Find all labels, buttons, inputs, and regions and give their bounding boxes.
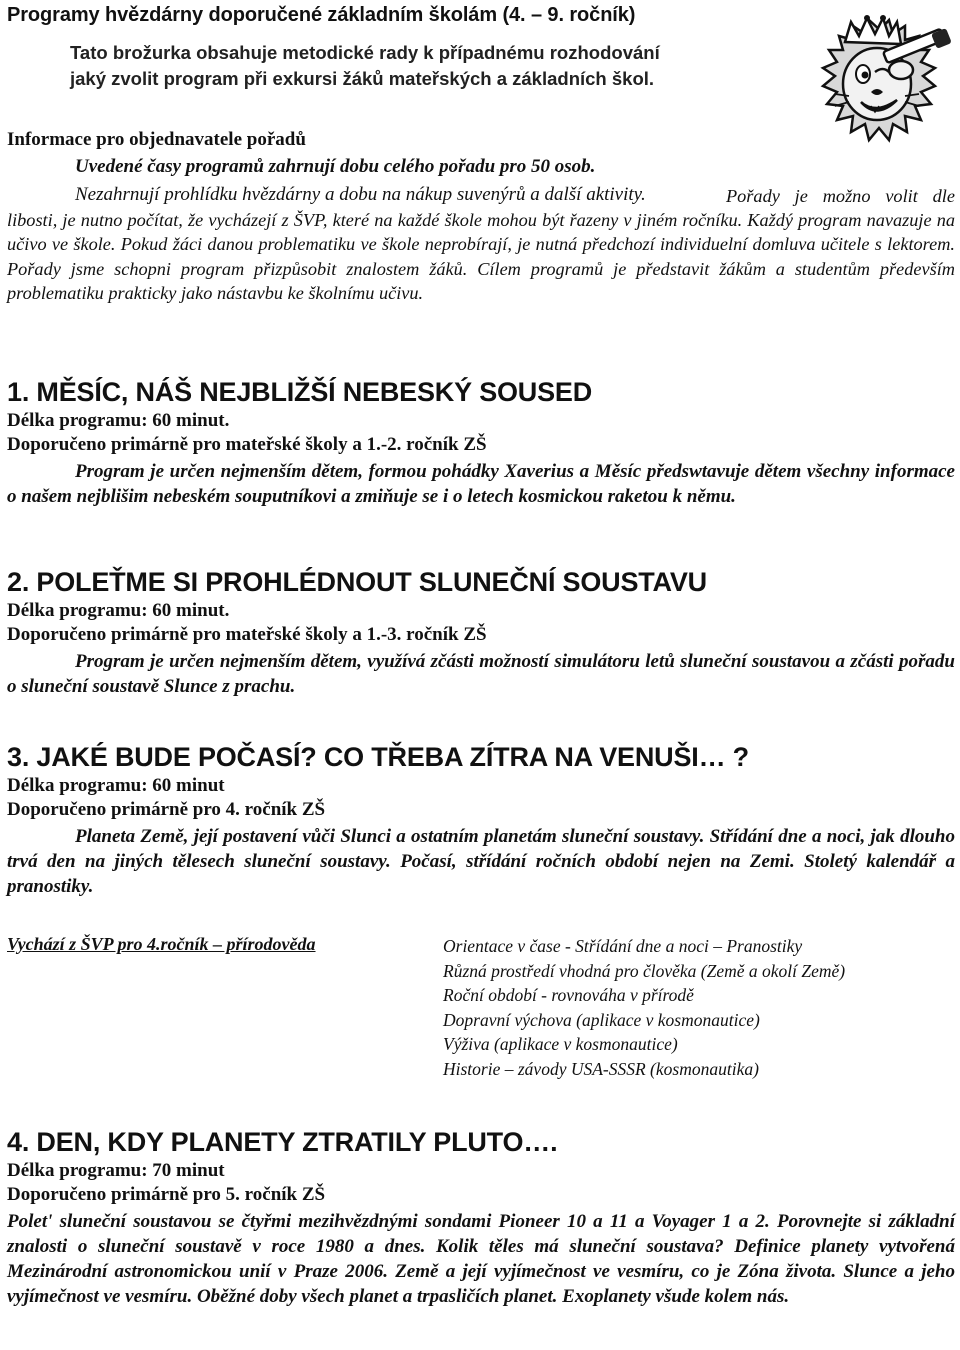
program-section-3 [7,740,955,899]
program-description [7,824,955,899]
page-title: Programy hvězdárny doporučené základním školám (4. – 9. ročník) [7,4,636,26]
program-description: Polet' sluneční soustavou se čtyřmi mezihvězdnými sondami Pioneer 10 a 11 a Voyager 1 a 2. Porovnejte si základní znalosti o sluneční soustavě v roce 1980 a dnes. Kolik těles má sluneční soustava? Definice planety vytvořená Mezinárodní astronomickou unií v Praze 2006. Země a její vyjímečnost ve vesmíru, co je Zóna života. Slunce a jeho vyjímečnost ve vesmíru. Oběžné doby všech planet a trpasličích planet. Exoplanety všude kolem nás. [7,1211,955,1307]
program-heading: 2. POLEŤME SI PROHLÉDNOUT SLUNEČNÍ SOUSTAVU [7,567,707,597]
svp-topic: Dopravní výchova (aplikace v kosmonautice) [443,1009,760,1030]
program-length: Délka programu: 60 minut [7,775,225,796]
intro-line: Tato brožurka obsahuje metodické rady k případnému rozhodování [70,42,660,63]
info-paragraph [7,184,955,305]
program-description-text: Program je určen nejmenším dětem, využívá zčásti možností simulátoru letů sluneční soustavou a zčásti pořadu o sluneční soustavě Slunce z prachu. [7,651,955,697]
svp-topic: Různá prostředí vhodná pro člověka (Země a okolí Země) [443,960,846,981]
svp-topic: Historie – závody USA-SSSR (kosmonautika) [443,1058,759,1079]
svp-label: Vychází z ŠVP pro 4.ročník – přírodověda [7,934,316,954]
program-section-1 [7,375,955,509]
lion-with-telescope-icon [805,12,955,162]
program-recommended: Doporučeno primárně pro 4. ročník ZŠ [7,799,326,820]
program-description-text: Program je určen nejmenším dětem, formou pohádky Xaverius a Měsíc předswtavuje dětem všechny informace o našem nejblišim nebeském souputníkovi a zmiňuje se i o letech kosmickou raketou k němu. [7,461,955,507]
program-description [7,459,955,509]
svp-topic: Orientace v čase - Střídání dne a noci – Pranostiky [443,936,803,956]
program-heading: 4. DEN, KDY PLANETY ZTRATILY PLUTO…. [7,1127,558,1157]
info-line: Nezahrnují prohlídku hvězdárny a dobu na nákup suvenýrů a další aktivity. [75,184,646,205]
program-length: Délka programu: 60 minut. [7,600,230,621]
info-heading: Informace pro objednavatele pořadů [7,129,306,150]
info-line: Uvedené časy programů zahrnují dobu celého pořadu pro 50 osob. [75,156,596,177]
info-paragraph-text: Pořady je možno volit dle libosti, je nutno počítat, že vycházejí z ŠVP, které na každé škole mohou být řazeny v jiném ročníku. Každý program navazuje na učivo ve škole. Pokud žáci danou problematiku ve škole neprobírají, je nutná předchozí individuelní domluva učitele s lektorem. Pořady jsme schopni program přizpůsobit znalostem žáků. Cílem programů je představit žákům a studentům především problematiku prakticky jako nástavbu ke školnímu učivu. [7,186,955,303]
program-recommended: Doporučeno primárně pro 5. ročník ZŠ [7,1184,326,1205]
program-recommended: Doporučeno primárně pro mateřské školy a 1.-3. ročník ZŠ [7,624,487,645]
svp-topic: Výživa (aplikace v kosmonautice) [443,1034,678,1054]
program-heading: 1. MĚSÍC, NÁŠ NEJBLIŽŠÍ NEBESKÝ SOUSED [7,377,593,407]
svp-topic-list [443,934,845,1081]
program-section-4 [7,1125,955,1309]
program-heading: 3. JAKÉ BUDE POČASÍ? CO TŘEBA ZÍTRA NA VENUŠI… ? [7,742,749,772]
program-description [7,649,955,699]
svp-topic: Roční období - rovnováha v přírodě [443,985,694,1005]
intro-line: jaký zvolit program při exkursi žáků mateřských a základních škol. [70,68,655,89]
program-length: Délka programu: 70 minut [7,1160,225,1181]
program-section-2 [7,565,955,699]
program-recommended: Doporučeno primárně pro mateřské školy a 1.-2. ročník ZŠ [7,434,487,455]
intro-text [70,40,660,92]
program-length: Délka programu: 60 minut. [7,410,230,431]
program-description-text: Planeta Země, její postavení vůči Slunci a ostatním planetám sluneční soustavy. Střídání dne a noci, jak dlouho trvá den na jiných tělesech sluneční soustavy. Počasí, střídání ročních období nejen na Zemi. Stoletý kalendář a pranostiky. [7,826,955,897]
